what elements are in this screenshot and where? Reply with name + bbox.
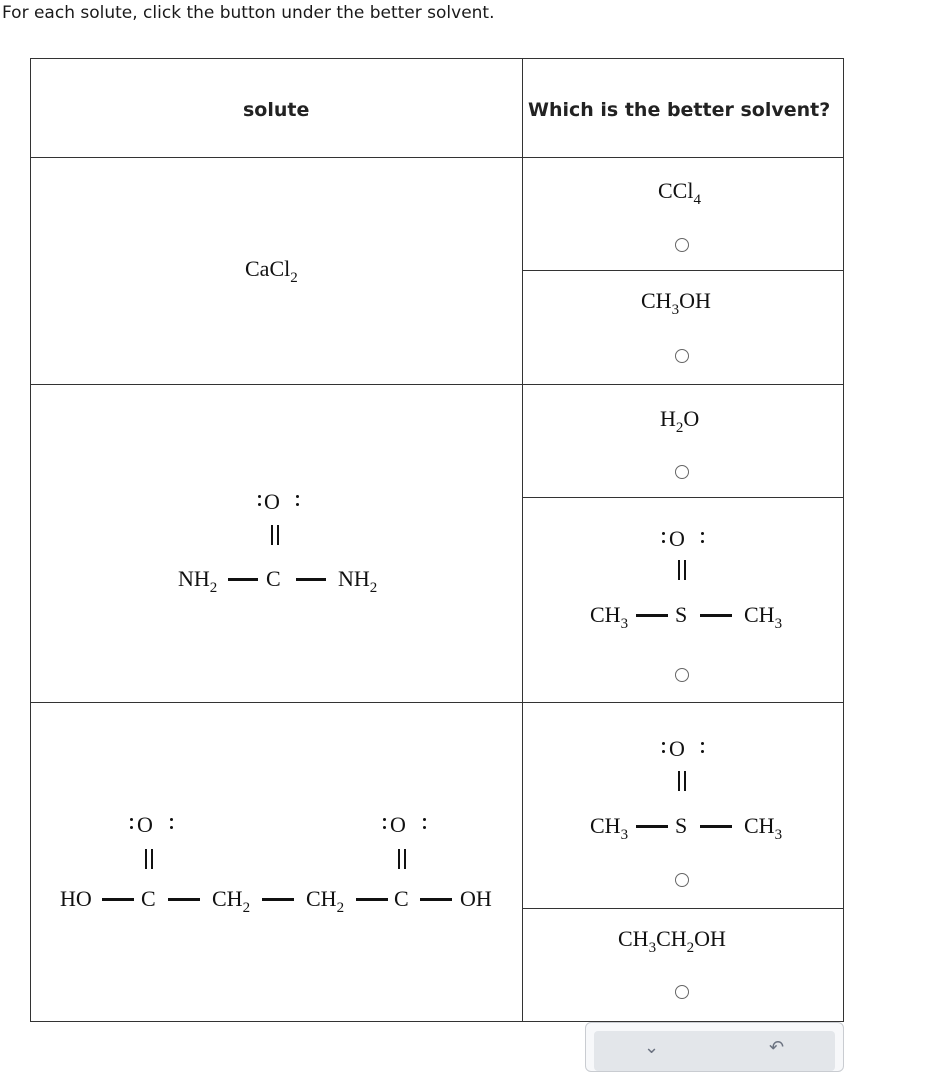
solvent-ethanol-label: $CH_3CH_2OH$ bbox=[618, 926, 726, 956]
row-divider bbox=[30, 384, 844, 385]
answer-toolbar bbox=[585, 1022, 844, 1072]
radio-ethanol[interactable] bbox=[675, 985, 689, 999]
column-divider bbox=[522, 58, 523, 1022]
header-solvent: Which is the better solvent? bbox=[528, 99, 831, 121]
solute-cacl2: CaCl$_2$ bbox=[245, 256, 298, 286]
solvent-table bbox=[30, 58, 844, 1022]
radio-h2o[interactable] bbox=[675, 465, 689, 479]
option-divider bbox=[522, 908, 844, 909]
option-divider bbox=[522, 270, 844, 271]
solvent-h2o-label: $H_2O$ bbox=[660, 406, 700, 436]
radio-ch3oh[interactable] bbox=[675, 349, 689, 363]
header-solute: solute bbox=[243, 99, 310, 121]
header-divider bbox=[30, 157, 844, 158]
solvent-ccl4-label: CCl$_4$ bbox=[658, 178, 701, 208]
row-divider bbox=[30, 702, 844, 703]
option-divider bbox=[522, 497, 844, 498]
radio-dmso-1[interactable] bbox=[675, 668, 689, 682]
radio-dmso-2[interactable] bbox=[675, 873, 689, 887]
solvent-ch3oh-label: $CH_3OH$ bbox=[641, 288, 711, 318]
toolbar-inner bbox=[594, 1031, 835, 1071]
undo-icon[interactable]: ↶ bbox=[769, 1037, 785, 1058]
radio-ccl4[interactable] bbox=[675, 238, 689, 252]
chevron-down-icon[interactable]: ⌄ bbox=[644, 1037, 660, 1058]
instruction-text: For each solute, click the button under the better solvent. bbox=[2, 3, 495, 23]
